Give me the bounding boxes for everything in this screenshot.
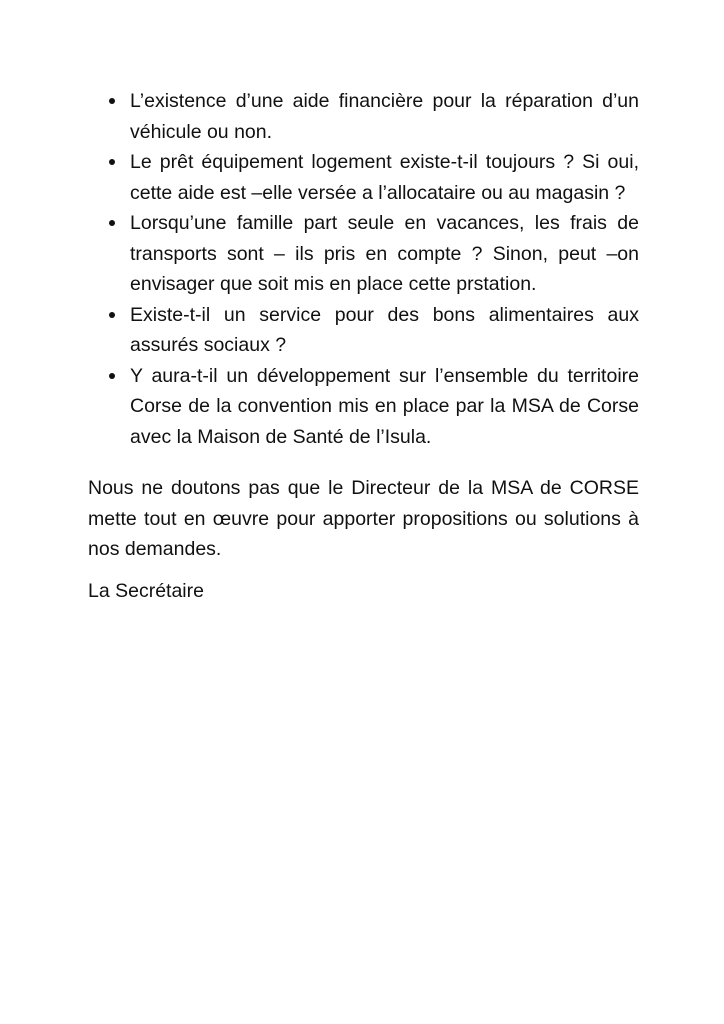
bullet-text: Le prêt équipement logement existe-t-il toujours ? Si oui, cette aide est –elle versée a l’allocataire ou au magasin ? bbox=[130, 151, 639, 204]
bullet-list bbox=[88, 86, 639, 452]
bullet-icon bbox=[109, 98, 115, 104]
bullet-text: Existe-t-il un service pour des bons alimentaires aux assurés sociaux ? bbox=[130, 303, 639, 356]
bullet-text: Lorsqu’une famille part seule en vacances, les frais de transports sont – ils pris en compte ? Sinon, peut –on envisager que soit mis en place cette prstation. bbox=[130, 212, 639, 295]
bullet-icon bbox=[109, 373, 115, 379]
bullet-icon bbox=[109, 220, 115, 226]
list-item bbox=[88, 361, 639, 453]
bullet-text: Y aura-t-il un développement sur l’ensemble du territoire Corse de la convention mis en place par la MSA de Corse avec la Maison de Santé de l’Isula. bbox=[130, 364, 639, 448]
list-item bbox=[88, 147, 639, 208]
signature-line: La Secrétaire bbox=[88, 580, 204, 602]
list-item bbox=[88, 86, 639, 147]
closing-paragraph: Nous ne doutons pas que le Directeur de la MSA de CORSE mette tout en œuvre pour apporter propositions ou solutions à nos demandes. bbox=[88, 477, 639, 560]
bullet-text: L’existence d’une aide financière pour la réparation d’un véhicule ou non. bbox=[130, 90, 639, 143]
bullet-icon bbox=[109, 159, 115, 165]
bullet-icon bbox=[109, 312, 115, 318]
list-item bbox=[88, 300, 639, 361]
list-item bbox=[88, 208, 639, 300]
